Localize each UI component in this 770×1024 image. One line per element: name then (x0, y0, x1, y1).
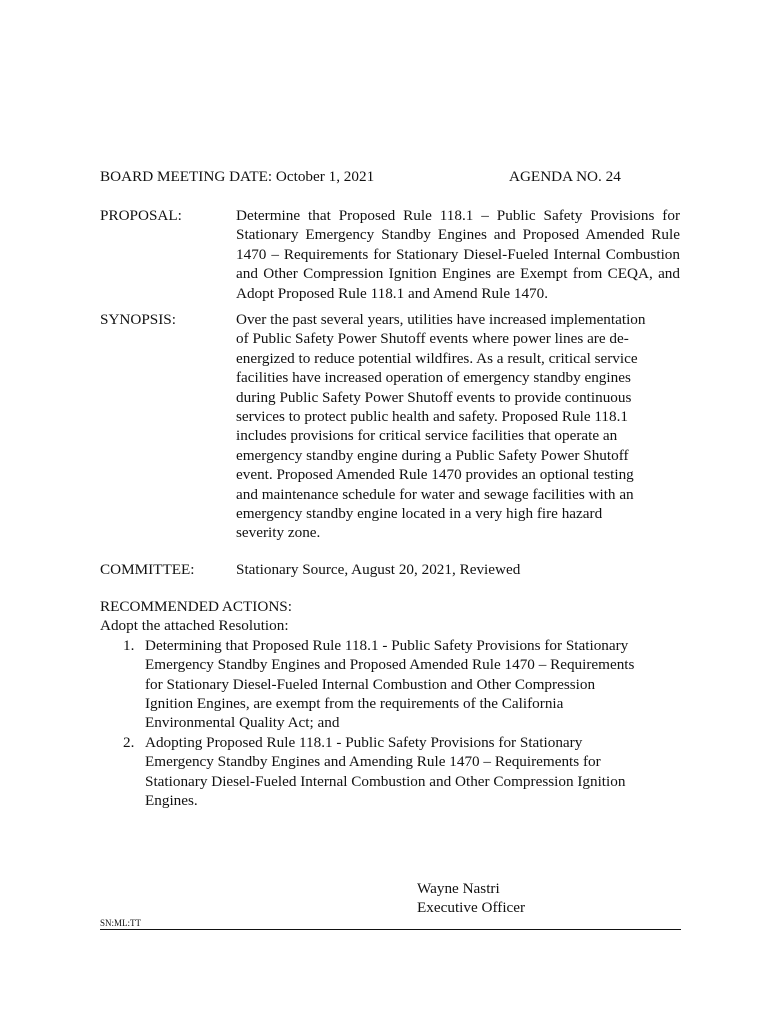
synopsis-line: energized to reduce potential wildfires. As a result, critical service (236, 349, 638, 367)
synopsis-line: event. Proposed Amended Rule 1470 provides an optional testing (236, 466, 634, 484)
signatory-name: Wayne Nastri (417, 880, 500, 897)
synopsis-text (236, 310, 680, 543)
synopsis-line: facilities have increased operation of emergency standby engines (236, 369, 631, 387)
list-item (100, 636, 680, 733)
list-item-number: 2. (123, 733, 135, 751)
list-item-line: Ignition Engines, are exempt from the requirements of the California (145, 695, 564, 713)
list-item-number: 1. (123, 636, 135, 654)
author-initials: SN:ML:TT (100, 918, 142, 928)
list-item-line: Stationary Diesel-Fueled Internal Combustion and Other Compression Ignition (145, 772, 626, 790)
synopsis-line: during Public Safety Power Shutoff events to provide continuous (236, 388, 632, 406)
list-item-line: Emergency Standby Engines and Amending Rule 1470 – Requirements for (145, 753, 601, 771)
proposal-label: PROPOSAL: (100, 207, 182, 224)
agenda-number: AGENDA NO. 24 (509, 168, 621, 185)
synopsis-line: emergency standby engine during a Public Safety Power Shutoff (236, 446, 629, 464)
recommended-actions-section (100, 597, 680, 810)
synopsis-line: services to protect public health and safety. Proposed Rule 118.1 (236, 408, 628, 426)
footer-divider (100, 929, 681, 930)
committee-text: Stationary Source, August 20, 2021, Reviewed (236, 561, 521, 578)
committee-label: COMMITTEE: (100, 561, 195, 578)
list-item-line: Emergency Standby Engines and Proposed Amended Rule 1470 – Requirements (145, 656, 635, 674)
recommended-actions-intro: Adopt the attached Resolution: (100, 617, 289, 635)
list-item-line: Determining that Proposed Rule 118.1 - Public Safety Provisions for Stationary (145, 636, 629, 654)
synopsis-label: SYNOPSIS: (100, 311, 176, 328)
synopsis-line: emergency standby engine located in a very high fire hazard (236, 505, 603, 523)
recommended-actions-list (100, 636, 680, 811)
synopsis-line: of Public Safety Power Shutoff events where power lines are de- (236, 330, 629, 348)
synopsis-line: and maintenance schedule for water and sewage facilities with an (236, 485, 634, 503)
proposal-text: Determine that Proposed Rule 118.1 – Public Safety Provisions for Stationary Emergency Standby Engines and Proposed Amended Rule 1470 – Requirements for Stationary Diesel-Fueled Internal Combustion and Other Compression Ignition Engines are Exempt from CEQA, and Adopt Proposed Rule 118.1 and Amend Rule 1470. (236, 207, 680, 302)
synopsis-line: includes provisions for critical service facilities that operate an (236, 427, 618, 445)
synopsis-line: severity zone. (236, 524, 321, 542)
signature-block (417, 879, 525, 918)
list-item-line: Adopting Proposed Rule 118.1 - Public Safety Provisions for Stationary (145, 733, 583, 751)
signatory-title: Executive Officer (417, 899, 526, 917)
synopsis-line: Over the past several years, utilities have increased implementation (236, 311, 646, 328)
recommended-actions-heading: RECOMMENDED ACTIONS: (100, 598, 292, 615)
list-item-line: Environmental Quality Act; and (145, 714, 340, 732)
list-item-line: for Stationary Diesel-Fueled Internal Combustion and Other Compression (145, 675, 596, 693)
list-item (100, 733, 680, 811)
board-meeting-date: BOARD MEETING DATE: October 1, 2021 (100, 168, 375, 185)
list-item-line: Engines. (145, 792, 198, 810)
